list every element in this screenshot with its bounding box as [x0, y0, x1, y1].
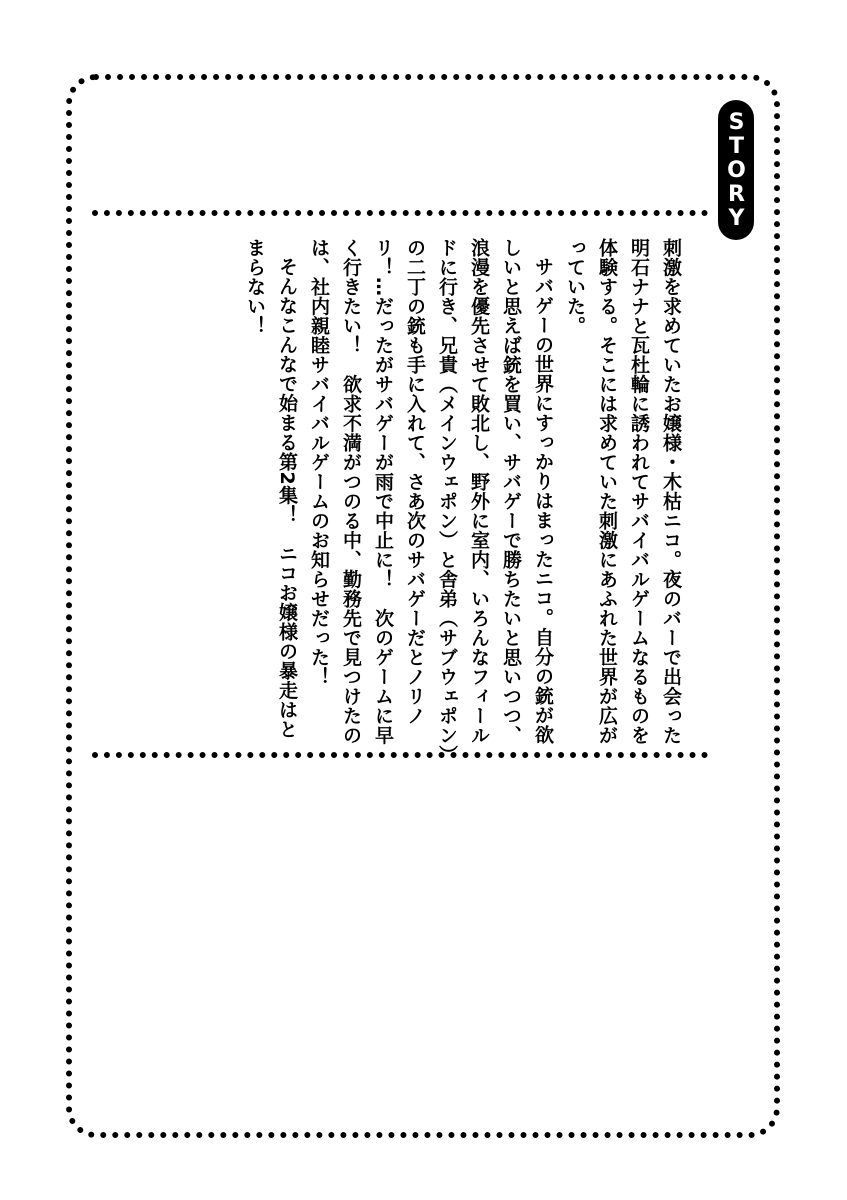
top-divider — [92, 210, 708, 216]
story-badge — [718, 100, 754, 240]
story-badge-label: STORY — [724, 110, 749, 230]
story-paragraph-1: 刺激を求めていたお嬢様・木枯ニコ。夜のバーで出会った明石ナナと瓦杜輪に誘われてサバイバルゲームなるものを体験する。そこには求めていた刺激にあふれた世界が広がっていた。 — [564, 238, 682, 745]
story-paragraph-3: そんなこんなで始まる第2集！ ニコお嬢様の暴走はとまらない！ — [244, 238, 298, 739]
story-text — [239, 238, 687, 758]
story-paragraph-2: サバゲーの世界にすっかりはまったニコ。自分の銃が欲しいと思えば銃を買い、サバゲーで勝ちたいと思いつつ、浪漫を優先させて敗北し、野外に室内、いろんなフィールドに行き、兄貴（メインウェポン）と舎弟（サブウェポン）の二丁の銃も手に入れて、さあ次のサバゲーだとノリノリ！…だったがサバゲーが雨で中止に！ 次のゲームに早く行きたい！ 欲求不満がつのる中、勤務先で見つけたのは、社内親睦サバイバルゲームのお知らせだった！ — [308, 238, 554, 755]
